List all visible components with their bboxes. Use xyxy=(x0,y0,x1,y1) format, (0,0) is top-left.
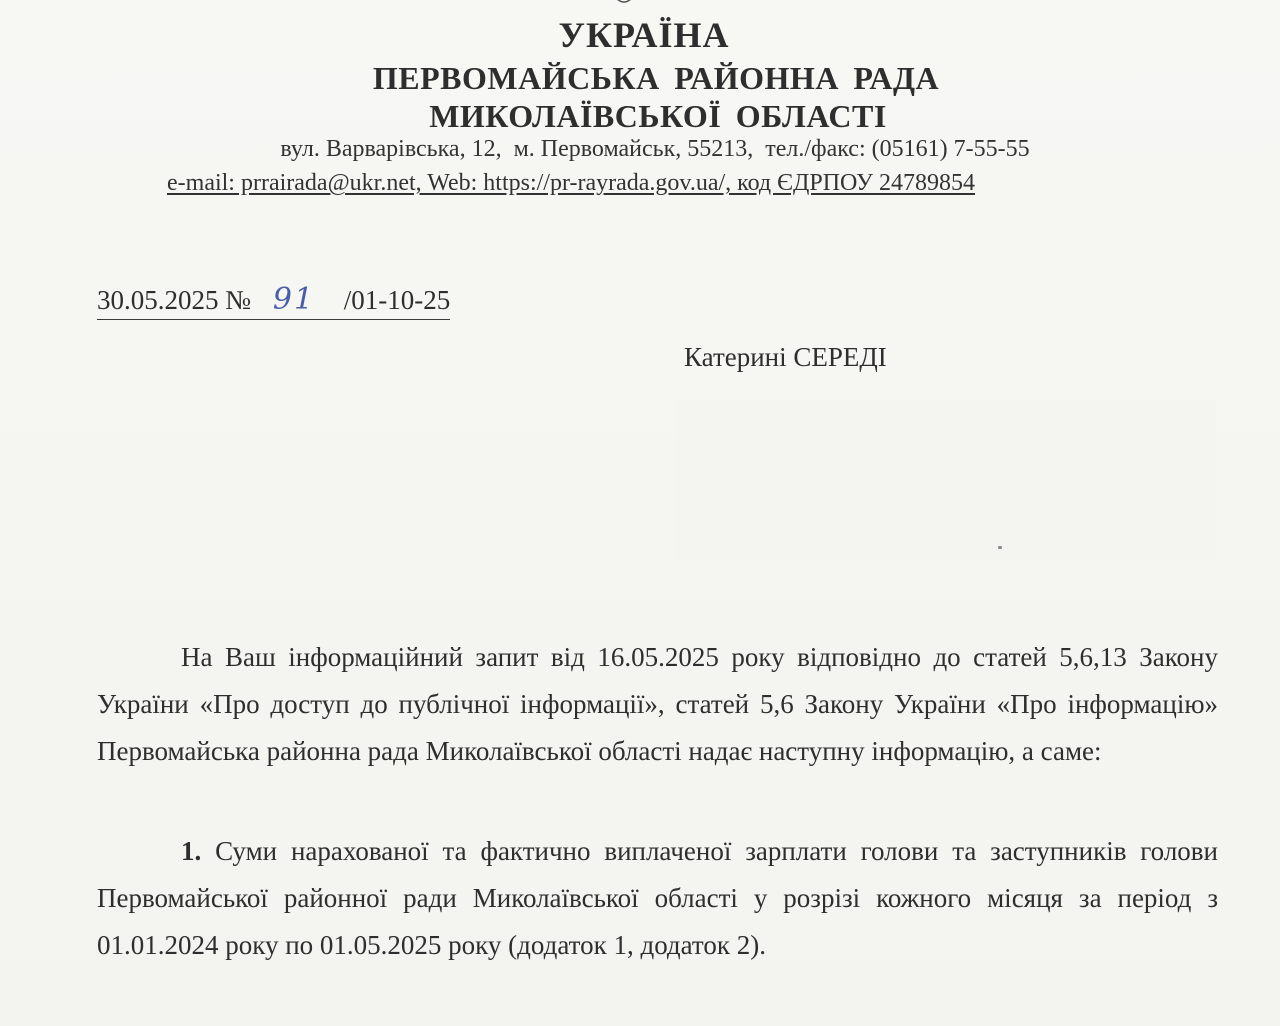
body-paragraph-1: На Ваш інформаційний запит від 16.05.2025 року відповідно до статей 5,6,13 Закону України «Про доступ до публічної інформації», статей 5,6 Закону України «Про інформацію» Первомайська районна рада Миколаївської області надає наступну інформацію, а саме: xyxy=(97,642,1218,766)
handwritten-number: 91 xyxy=(272,282,316,317)
coat-of-arms-icon xyxy=(614,0,634,6)
item-number: 1. xyxy=(181,836,202,866)
letterhead-contacts: e-mail: prrairada@ukr.net, Web: https://pr-rayrada.gov.ua/, код ЄДРПОУ 24789854 xyxy=(167,170,975,196)
outgoing-date: 30.05.2025 № xyxy=(97,285,252,315)
outgoing-index: /01-10-25 xyxy=(337,285,451,315)
letterhead-country: УКРАЇНА xyxy=(558,15,730,55)
letterhead-region: МИКОЛАЇВСЬКОЇ ОБЛАСТІ xyxy=(429,98,887,134)
letterhead-council: ПЕРВОМАЙСЬКА РАЙОННА РАДА xyxy=(372,60,940,96)
letterhead-address: вул. Варварівська, 12, м. Первомайськ, 55213, тел./факс: (05161) 7-55-55 xyxy=(280,136,1030,162)
outgoing-number xyxy=(97,282,450,320)
recipient-name: Катерині СЕРЕДІ xyxy=(684,342,887,372)
redacted-area xyxy=(676,400,1216,560)
body-item-1 xyxy=(97,828,1218,969)
scan-speck xyxy=(998,546,1002,549)
item-text: Суми нарахованої та фактично виплаченої зарплати голови та заступників голови Первомайської районної ради Миколаївської області у розрізі кожного місяця за період з 01.01.2024 року по 01.05.2025 року (додаток 1, додаток 2). xyxy=(97,836,1218,960)
